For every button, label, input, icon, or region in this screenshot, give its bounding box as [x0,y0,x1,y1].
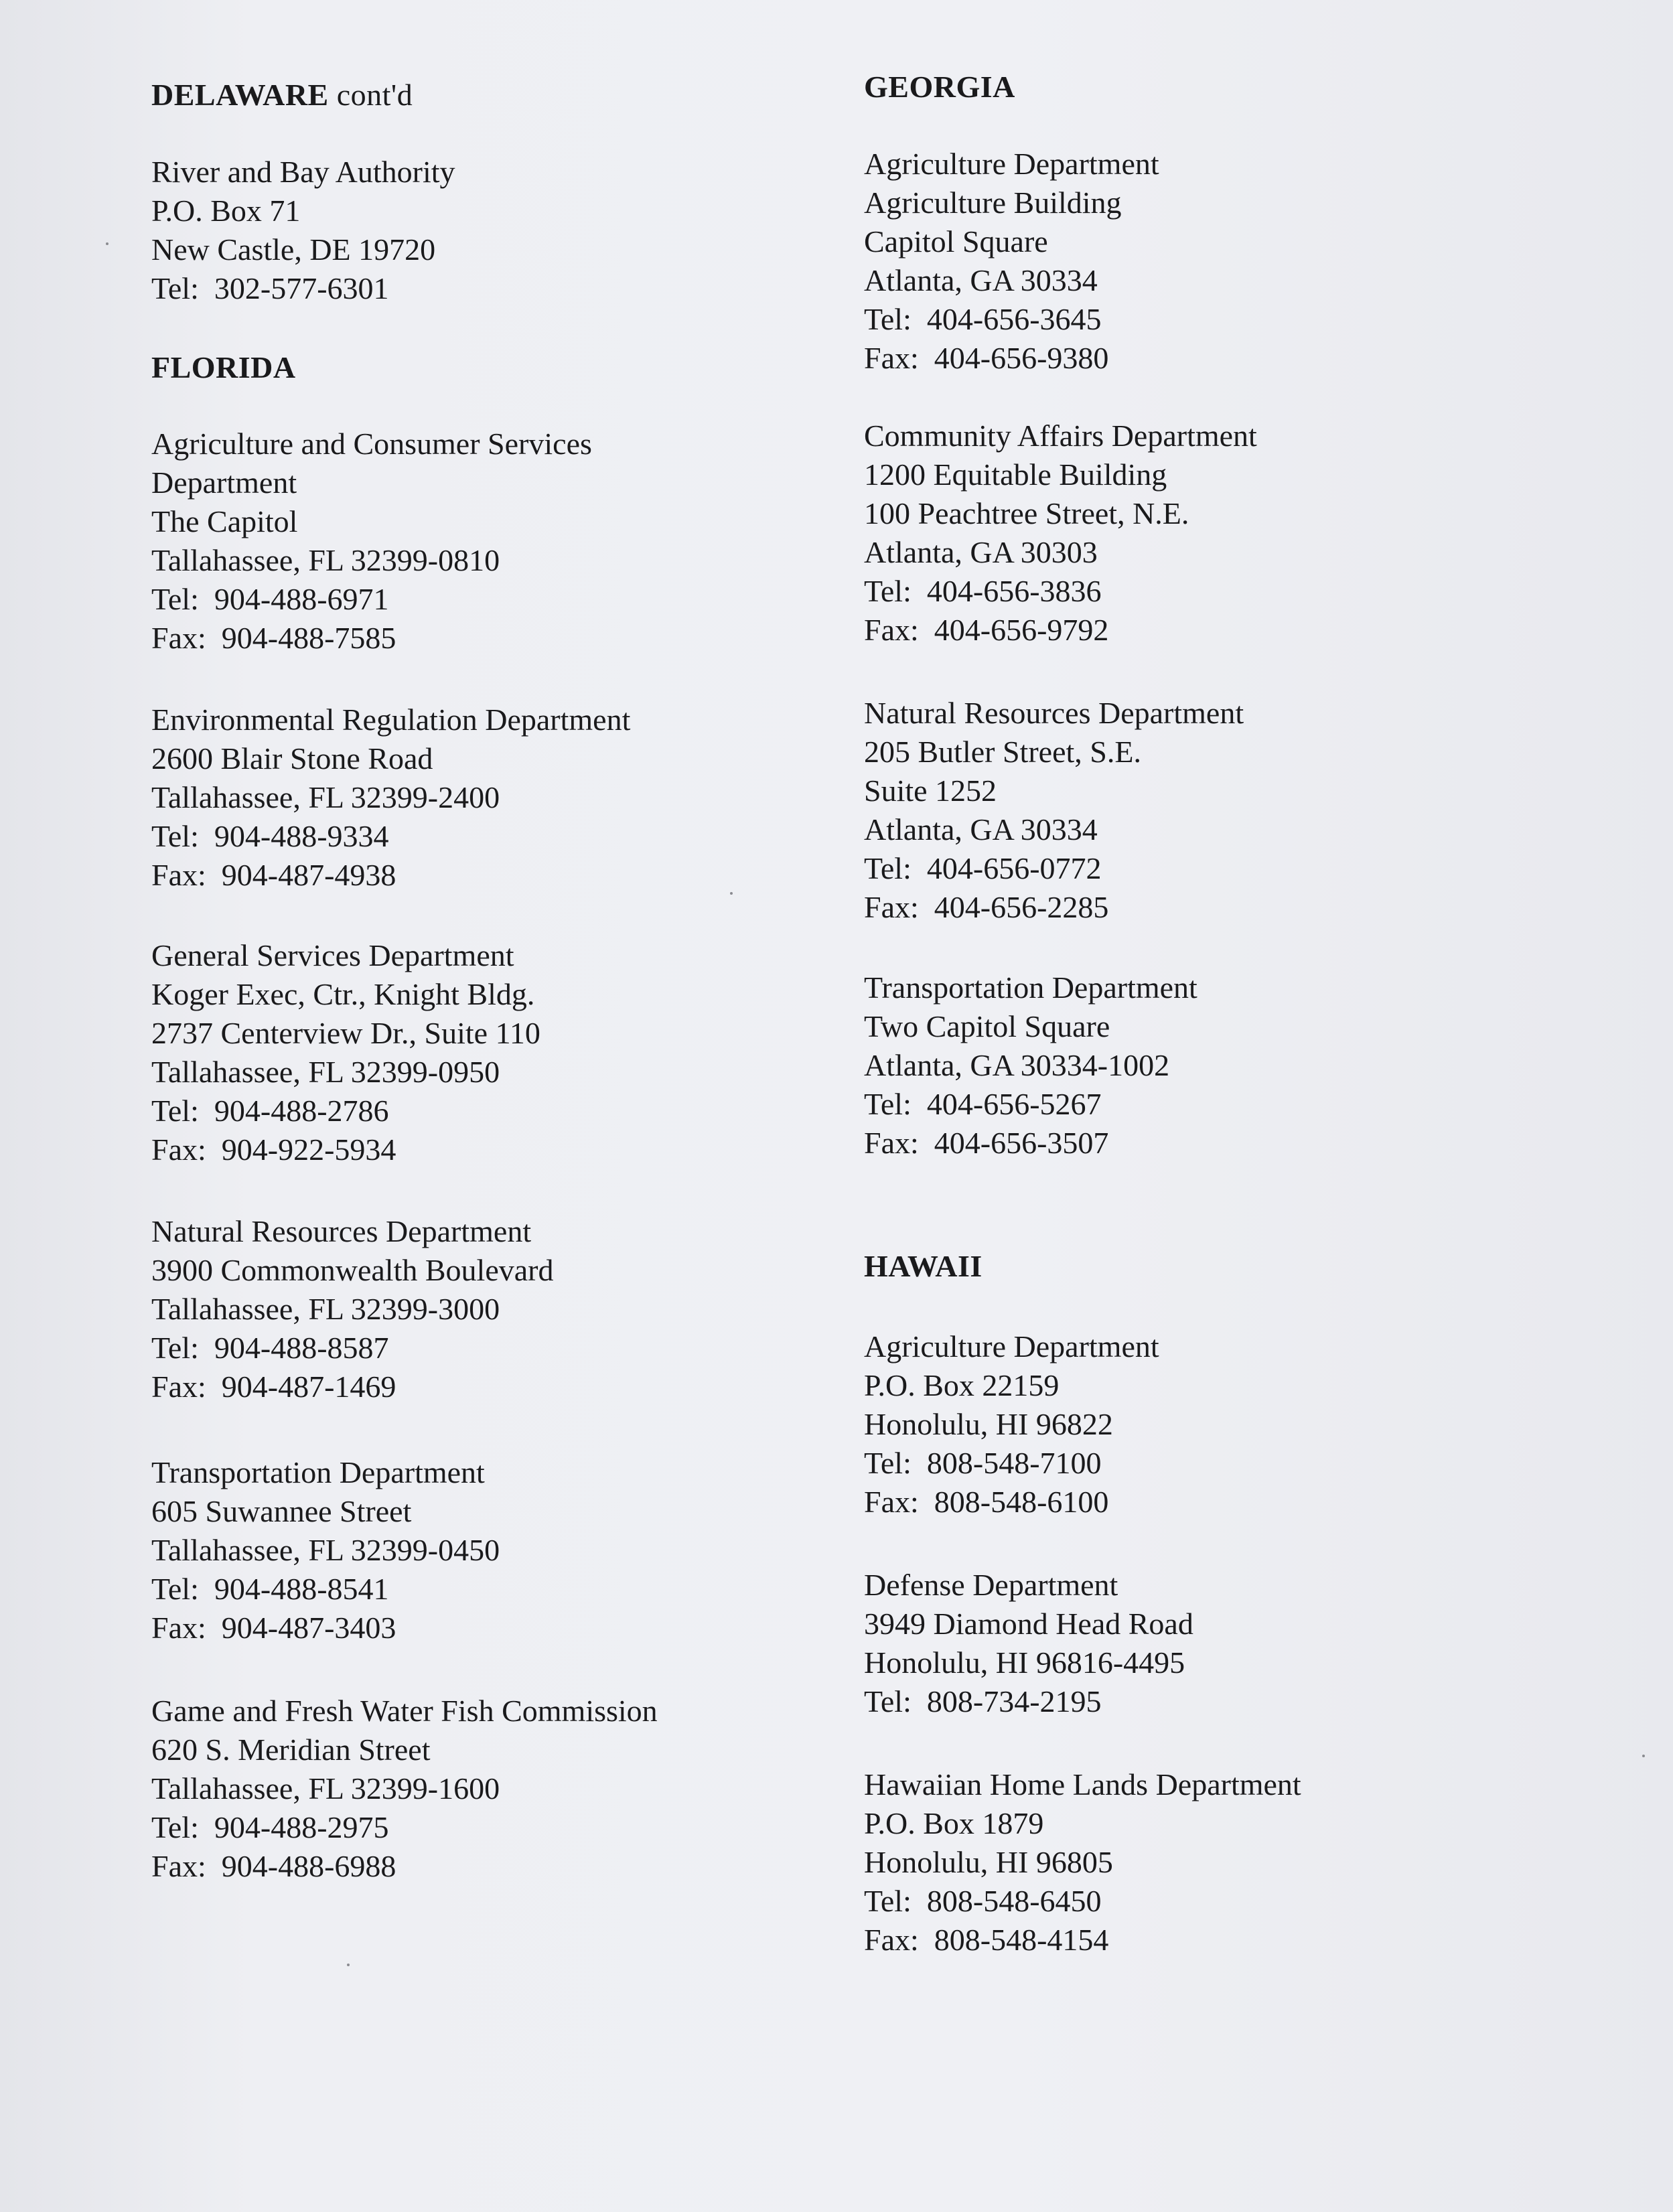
entry-address-line: 2737 Centerview Dr., Suite 110 [151,1016,540,1050]
entry-name: Game and Fresh Water Fish Commission [151,1694,658,1728]
entry-name: Community Affairs Department [864,419,1257,453]
entry-address-line: 3900 Commonwealth Boulevard [151,1253,554,1287]
entry-tel: Tel: 808-548-6450 [864,1884,1102,1918]
entry-address-line: Suite 1252 [864,773,997,808]
entry-name: Natural Resources Department [864,696,1244,730]
entry-tel: Tel: 904-488-2975 [151,1810,389,1844]
entry-address-line: Tallahassee, FL 32399-0450 [151,1533,500,1567]
entry-tel: Tel: 808-548-7100 [864,1446,1102,1480]
entry-fax: Fax: 904-487-4938 [151,858,396,892]
entry-tel: Tel: 808-734-2195 [864,1684,1102,1718]
entry-address-line: Honolulu, HI 96816-4495 [864,1645,1185,1680]
entry-name: Department [151,465,297,500]
entry-address-line: 620 S. Meridian Street [151,1732,431,1767]
entry-name: Agriculture and Consumer Services [151,427,592,461]
entry-address-line: Tallahassee, FL 32399-2400 [151,780,500,814]
entry-name: Transportation Department [151,1455,485,1489]
entry-tel: Tel: 904-488-9334 [151,819,389,853]
entry-tel: Tel: 404-656-3645 [864,302,1102,336]
entry-address-line: Atlanta, GA 30334 [864,812,1098,846]
entry-address-line: P.O. Box 71 [151,194,301,228]
entry-address-line: New Castle, DE 19720 [151,232,436,267]
entry-fax: Fax: 904-487-3403 [151,1611,396,1645]
entry-name: Hawaiian Home Lands Department [864,1767,1301,1801]
entry-address-line: Atlanta, GA 30334 [864,263,1098,297]
entry-address-line: Atlanta, GA 30303 [864,535,1098,569]
entry-address-line: Tallahassee, FL 32399-3000 [151,1292,500,1326]
entry-name: Agriculture Department [864,1329,1159,1363]
delaware-heading: DELAWARE cont'd [151,78,413,112]
entry-address-line: 1200 Equitable Building [864,457,1167,492]
scan-speck [1642,1755,1645,1757]
entry-name: Agriculture Department [864,147,1159,181]
entry-name: Transportation Department [864,970,1197,1005]
entry-address-line: P.O. Box 22159 [864,1368,1060,1402]
entry-address-line: Koger Exec, Ctr., Knight Bldg. [151,977,535,1011]
entry-address-line: 2600 Blair Stone Road [151,741,433,776]
entry-address-line: P.O. Box 1879 [864,1806,1044,1840]
entry-tel: Tel: 404-656-3836 [864,574,1102,608]
entry-tel: Tel: 302-577-6301 [151,271,389,305]
entry-tel: Tel: 904-488-2786 [151,1094,389,1128]
entry-name: Natural Resources Department [151,1214,532,1248]
scan-speck [106,242,108,245]
entry-fax: Fax: 904-487-1469 [151,1370,396,1404]
entry-name: Environmental Regulation Department [151,703,631,737]
entry-fax: Fax: 404-656-9380 [864,341,1109,375]
entry-address-line: 100 Peachtree Street, N.E. [864,496,1189,530]
scan-speck [730,892,733,895]
scan-speck [347,1964,350,1966]
entry-name: Defense Department [864,1568,1118,1602]
entry-address-line: Atlanta, GA 30334-1002 [864,1048,1170,1082]
entry-fax: Fax: 904-488-7585 [151,621,396,655]
entry-address-line: Honolulu, HI 96805 [864,1845,1113,1879]
entry-tel: Tel: 904-488-8587 [151,1331,389,1365]
entry-address-line: Agriculture Building [864,186,1122,220]
entry-address-line: 3949 Diamond Head Road [864,1607,1193,1641]
entry-address-line: Tallahassee, FL 32399-0950 [151,1055,500,1089]
entry-tel: Tel: 404-656-5267 [864,1087,1102,1121]
entry-fax: Fax: 808-548-6100 [864,1485,1109,1519]
entry-tel: Tel: 404-656-0772 [864,851,1102,885]
entry-fax: Fax: 404-656-3507 [864,1126,1109,1160]
entry-fax: Fax: 904-488-6988 [151,1849,396,1883]
entry-name: General Services Department [151,938,514,972]
entry-address-line: Capitol Square [864,224,1048,259]
hawaii-heading: HAWAII [864,1249,983,1283]
entry-tel: Tel: 904-488-6971 [151,582,389,616]
entry-address-line: Tallahassee, FL 32399-1600 [151,1771,500,1805]
entry-address-line: 205 Butler Street, S.E. [864,735,1141,769]
entry-address-line: Tallahassee, FL 32399-0810 [151,543,500,577]
entry-name: River and Bay Authority [151,155,455,189]
entry-address-line: Honolulu, HI 96822 [864,1407,1113,1441]
entry-tel: Tel: 904-488-8541 [151,1572,389,1606]
entry-fax: Fax: 904-922-5934 [151,1132,396,1167]
entry-fax: Fax: 808-548-4154 [864,1923,1109,1957]
entry-fax: Fax: 404-656-9792 [864,613,1109,647]
entry-fax: Fax: 404-656-2285 [864,890,1109,924]
entry-address-line: The Capitol [151,504,298,538]
entry-address-line: Two Capitol Square [864,1009,1110,1043]
georgia-heading: GEORGIA [864,70,1015,104]
entry-address-line: 605 Suwannee Street [151,1494,412,1528]
florida-heading: FLORIDA [151,350,296,384]
